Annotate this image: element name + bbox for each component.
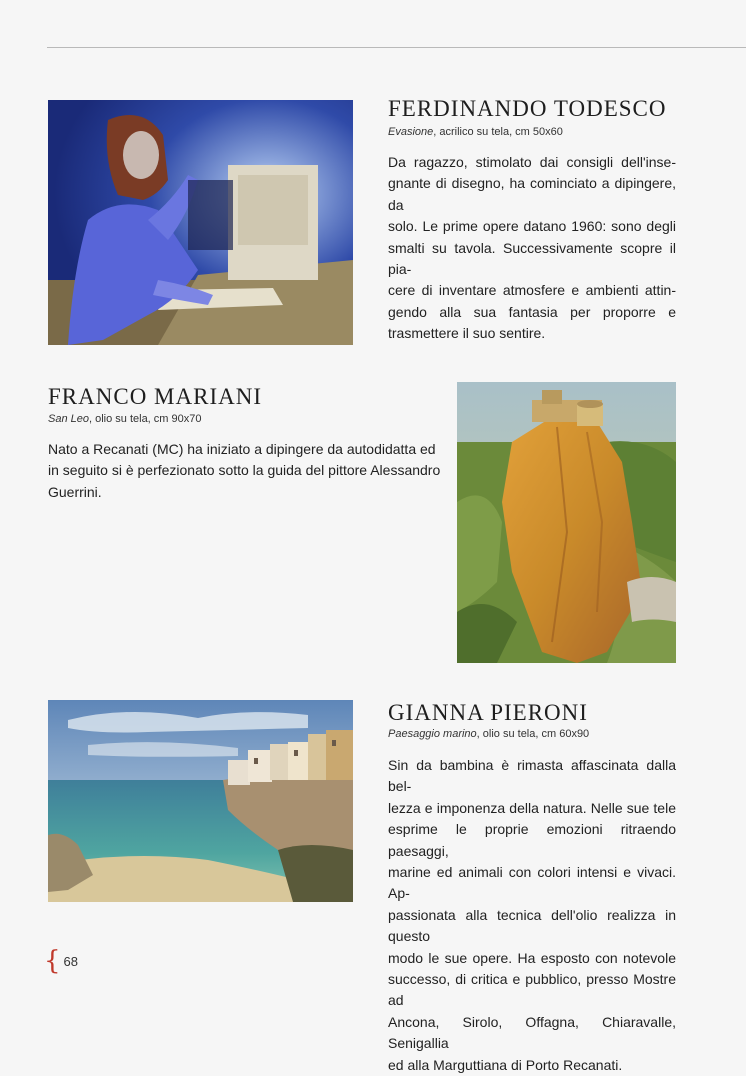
bio-line: gendo alla sua fantasia per proporre e	[388, 303, 676, 320]
bio-line: esprime le proprie emozioni ritraendo paesaggi,	[388, 821, 676, 859]
bio-line: Sin da bambina è rimasta affascinata dalla bel-	[388, 757, 676, 795]
page-number-text: 68	[63, 953, 79, 969]
artist-name: FRANCO MARIANI	[48, 384, 262, 409]
painting-evasione	[48, 100, 353, 345]
artist-bio	[48, 439, 443, 503]
artwork-caption	[388, 727, 589, 741]
bio-line: cere di inventare atmosfere e ambienti attin-	[388, 282, 676, 299]
bio-line: marine ed animali con colori intensi e vivaci. Ap-	[388, 864, 676, 902]
bio-line: gnante di disegno, ha cominciato a dipingere, da	[388, 175, 676, 213]
artwork-details: , olio su tela, cm 60x90	[476, 728, 590, 740]
bio-line: Nato a Recanati (MC) ha iniziato a dipingere da autodidatta ed	[48, 441, 436, 457]
painting-san-leo	[457, 382, 676, 663]
bio-line: passionata alla tecnica dell'olio realizza in questo	[388, 906, 676, 945]
bio-line: solo. Le prime opere datano 1960: sono degli	[388, 218, 676, 235]
bio-line: Guerrini.	[48, 483, 102, 500]
artist-bio	[388, 755, 676, 1076]
painting-paesaggio-marino	[48, 700, 353, 902]
artwork-caption	[388, 125, 563, 139]
top-rule	[47, 47, 746, 48]
artwork-caption	[48, 412, 202, 426]
bio-line: modo le sue opere. Ha esposto con notevole	[388, 949, 676, 966]
bio-line: smalti su tavola. Successivamente scopre il pia-	[388, 239, 676, 278]
artwork-title: San Leo	[48, 413, 89, 425]
bio-line: ed alla Marguttiana di Porto Recanati.	[388, 1056, 623, 1073]
artist-bio	[388, 152, 676, 345]
artwork-details: , olio su tela, cm 90x70	[88, 413, 202, 425]
page-number	[44, 948, 78, 974]
bio-line: successo, di critica e pubblico, presso Mostre ad	[388, 971, 676, 1009]
bio-line: trasmettere il suo sentire.	[388, 325, 546, 342]
bio-line: lezza e imponenza della natura. Nelle sue tele	[388, 799, 676, 816]
bio-line: Ancona, Sirolo, Offagna, Chiaravalle, Senigallia	[388, 1013, 676, 1052]
bio-line: Da ragazzo, stimolato dai consigli dell'inse-	[388, 154, 676, 170]
artwork-title: Paesaggio marino	[388, 728, 477, 740]
brace-ornament: {	[44, 946, 61, 976]
artist-name: GIANNA PIERONI	[388, 700, 588, 725]
artwork-details: , acrilico su tela, cm 50x60	[433, 126, 563, 138]
artist-name: FERDINANDO TODESCO	[388, 96, 667, 121]
artwork-title: Evasione	[388, 126, 434, 138]
bio-line: in seguito si è perfezionato sotto la guida del pittore Alessandro	[48, 462, 441, 479]
